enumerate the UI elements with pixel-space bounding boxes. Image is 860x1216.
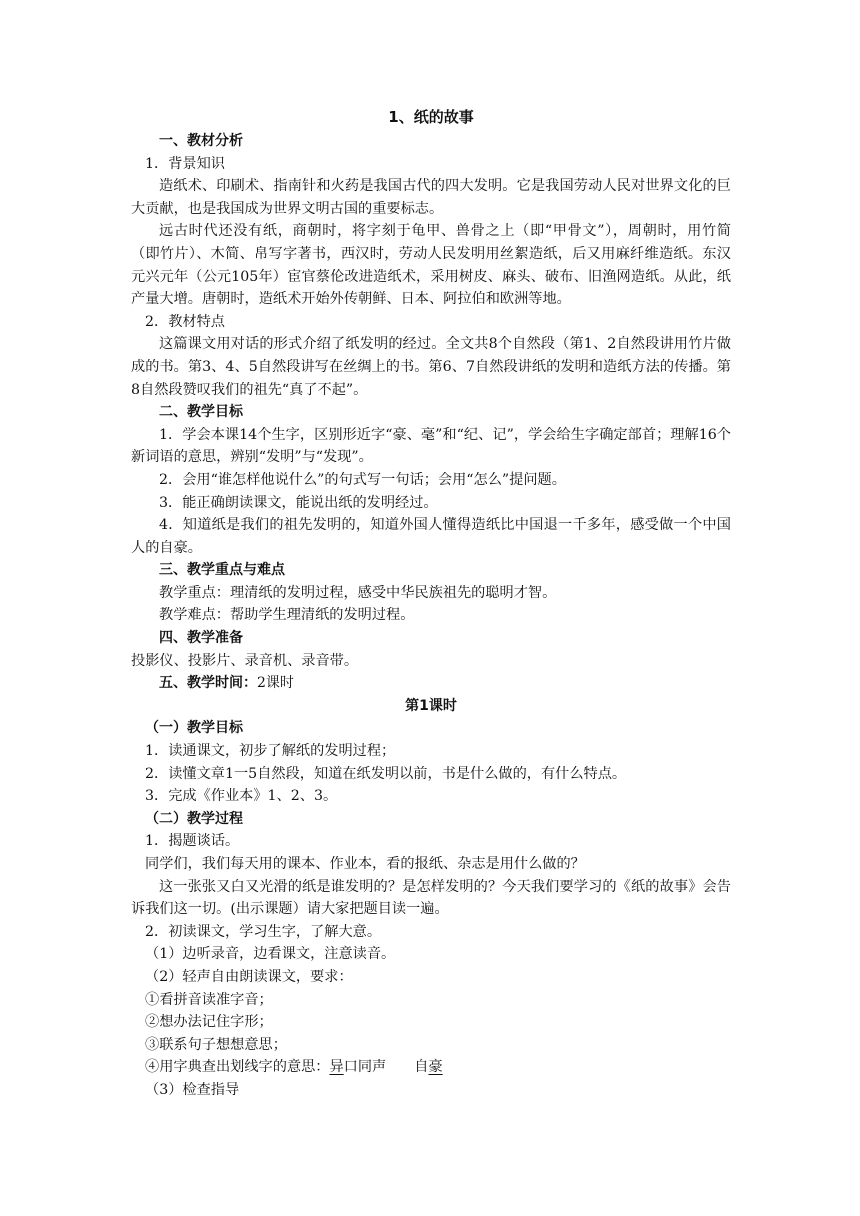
requirement-item: ①看拼音读准字音； <box>145 991 273 1008</box>
process-step: 1．揭题谈话。 <box>145 833 240 850</box>
time-value: 2课时 <box>257 675 294 692</box>
lesson-process-heading: （二）教学过程 <box>145 810 243 827</box>
lesson-title: 第1课时 <box>405 697 457 714</box>
goal-item: 3．能正确朗读课文，能说出纸的发明经过。 <box>159 494 438 511</box>
word-rest: 自 <box>414 1059 429 1076</box>
goal-item: 2．会用“谁怎样他说什么”的句式写一句话；会用“怎么”提问题。 <box>159 471 566 488</box>
dictionary-instruction: ④用字典查出划线字的意思： <box>145 1059 330 1076</box>
objective-item: 2．读懂文章1一5自然段，知道在纸发明以前，书是什么做的，有什么特点。 <box>145 765 627 782</box>
key-point: 教学重点：理清纸的发明过程，感受中华民族祖先的聪明才智。 <box>159 584 557 601</box>
paragraph: 造纸术、印刷术、指南针和火药是我国古代的四大发明。它是我国劳动人民对世界文化的巨大贡献，也是我国成为世界文明古国的重要标志。 <box>131 178 731 217</box>
preparation-text: 投影仪、投影片、录音机、录音带。 <box>131 652 359 669</box>
reading-step: （1）边听录音，边看课文，注意读音。 <box>145 946 396 963</box>
reading-step: （3）检查指导 <box>145 1081 240 1098</box>
document-body <box>131 104 731 1102</box>
subheading-background: 1．背景知识 <box>145 155 225 172</box>
requirement-item: ②想办法记住字形； <box>145 1014 273 1031</box>
paragraph: 远古时代还没有纸，商朝时，将字刻于龟甲、兽骨之上（即“甲骨文”），周朝时，用竹简（即竹片）、木简、帛写字著书，西汉时，劳动人民发明用丝絮造纸，后又用麻纤维造纸。东汉元兴元年（公元105年）宦官蔡伦改进造纸术，采用树皮、麻头、破布、旧渔网造纸。从此，纸产量大增。唐朝时，造纸术开始外传朝鲜、日本、阿拉伯和欧洲等地。 <box>131 223 731 308</box>
word-rest: 口同声 <box>343 1059 387 1076</box>
time-label: 五、教学时间： <box>159 675 257 692</box>
document-title: 1、纸的故事 <box>388 108 474 126</box>
section-heading-goals: 二、教学目标 <box>159 404 243 421</box>
dialogue-line: 同学们，我们每天用的课本、作业本，看的报纸、杂志是用什么做的？ <box>145 856 585 872</box>
objective-item: 1．读通课文，初步了解纸的发明过程； <box>145 743 396 760</box>
requirement-item: ③联系句子想想意思； <box>145 1036 287 1053</box>
section-heading-time <box>131 672 731 695</box>
subheading-features: 2．教材特点 <box>145 313 225 330</box>
objective-item: 3．完成《作业本》1、2、3。 <box>145 788 338 805</box>
section-heading-key-points: 三、教学重点与难点 <box>159 562 285 579</box>
paragraph: 这篇课文用对话的形式介绍了纸发明的经过。全文共8个自然段（第1、2自然段讲用竹片做成的书。第3、4、5自然段讲写在丝绸上的书。第6、7自然段讲纸的发明和造纸方法的传播。第8自然段赞叹我们的祖先“真了不起”。 <box>131 336 731 398</box>
underlined-char: 豪 <box>428 1059 443 1076</box>
goal-item: 1．学会本课14个生字，区别形近字“豪、毫”和“纪、记”，学会给生字确定部首；理解16个新词语的意思，辨别“发明”与“发现”。 <box>131 426 731 466</box>
section-heading-analysis: 一、教材分析 <box>159 133 243 149</box>
process-step: 2．初读课文，学习生字，了解大意。 <box>145 923 382 940</box>
requirement-item-dictionary <box>131 1056 731 1079</box>
underlined-char: 异 <box>329 1059 344 1076</box>
goal-item: 4．知道纸是我们的祖先发明的，知道外国人懂得造纸比中国退一千多年，感受做一个中国人的自豪。 <box>131 517 731 556</box>
section-heading-preparation: 四、教学准备 <box>159 630 243 647</box>
lesson-objectives-heading: （一）教学目标 <box>145 720 243 737</box>
difficult-point: 教学难点：帮助学生理清纸的发明过程。 <box>159 607 415 624</box>
reading-step: （2）轻声自由朗读课文，要求： <box>145 968 353 985</box>
dialogue-line: 这一张张又白又光滑的纸是谁发明的？是怎样发明的？今天我们要学习的《纸的故事》会告诉我们这一切。(出示课题）请大家把题目读一遍。 <box>131 878 731 918</box>
